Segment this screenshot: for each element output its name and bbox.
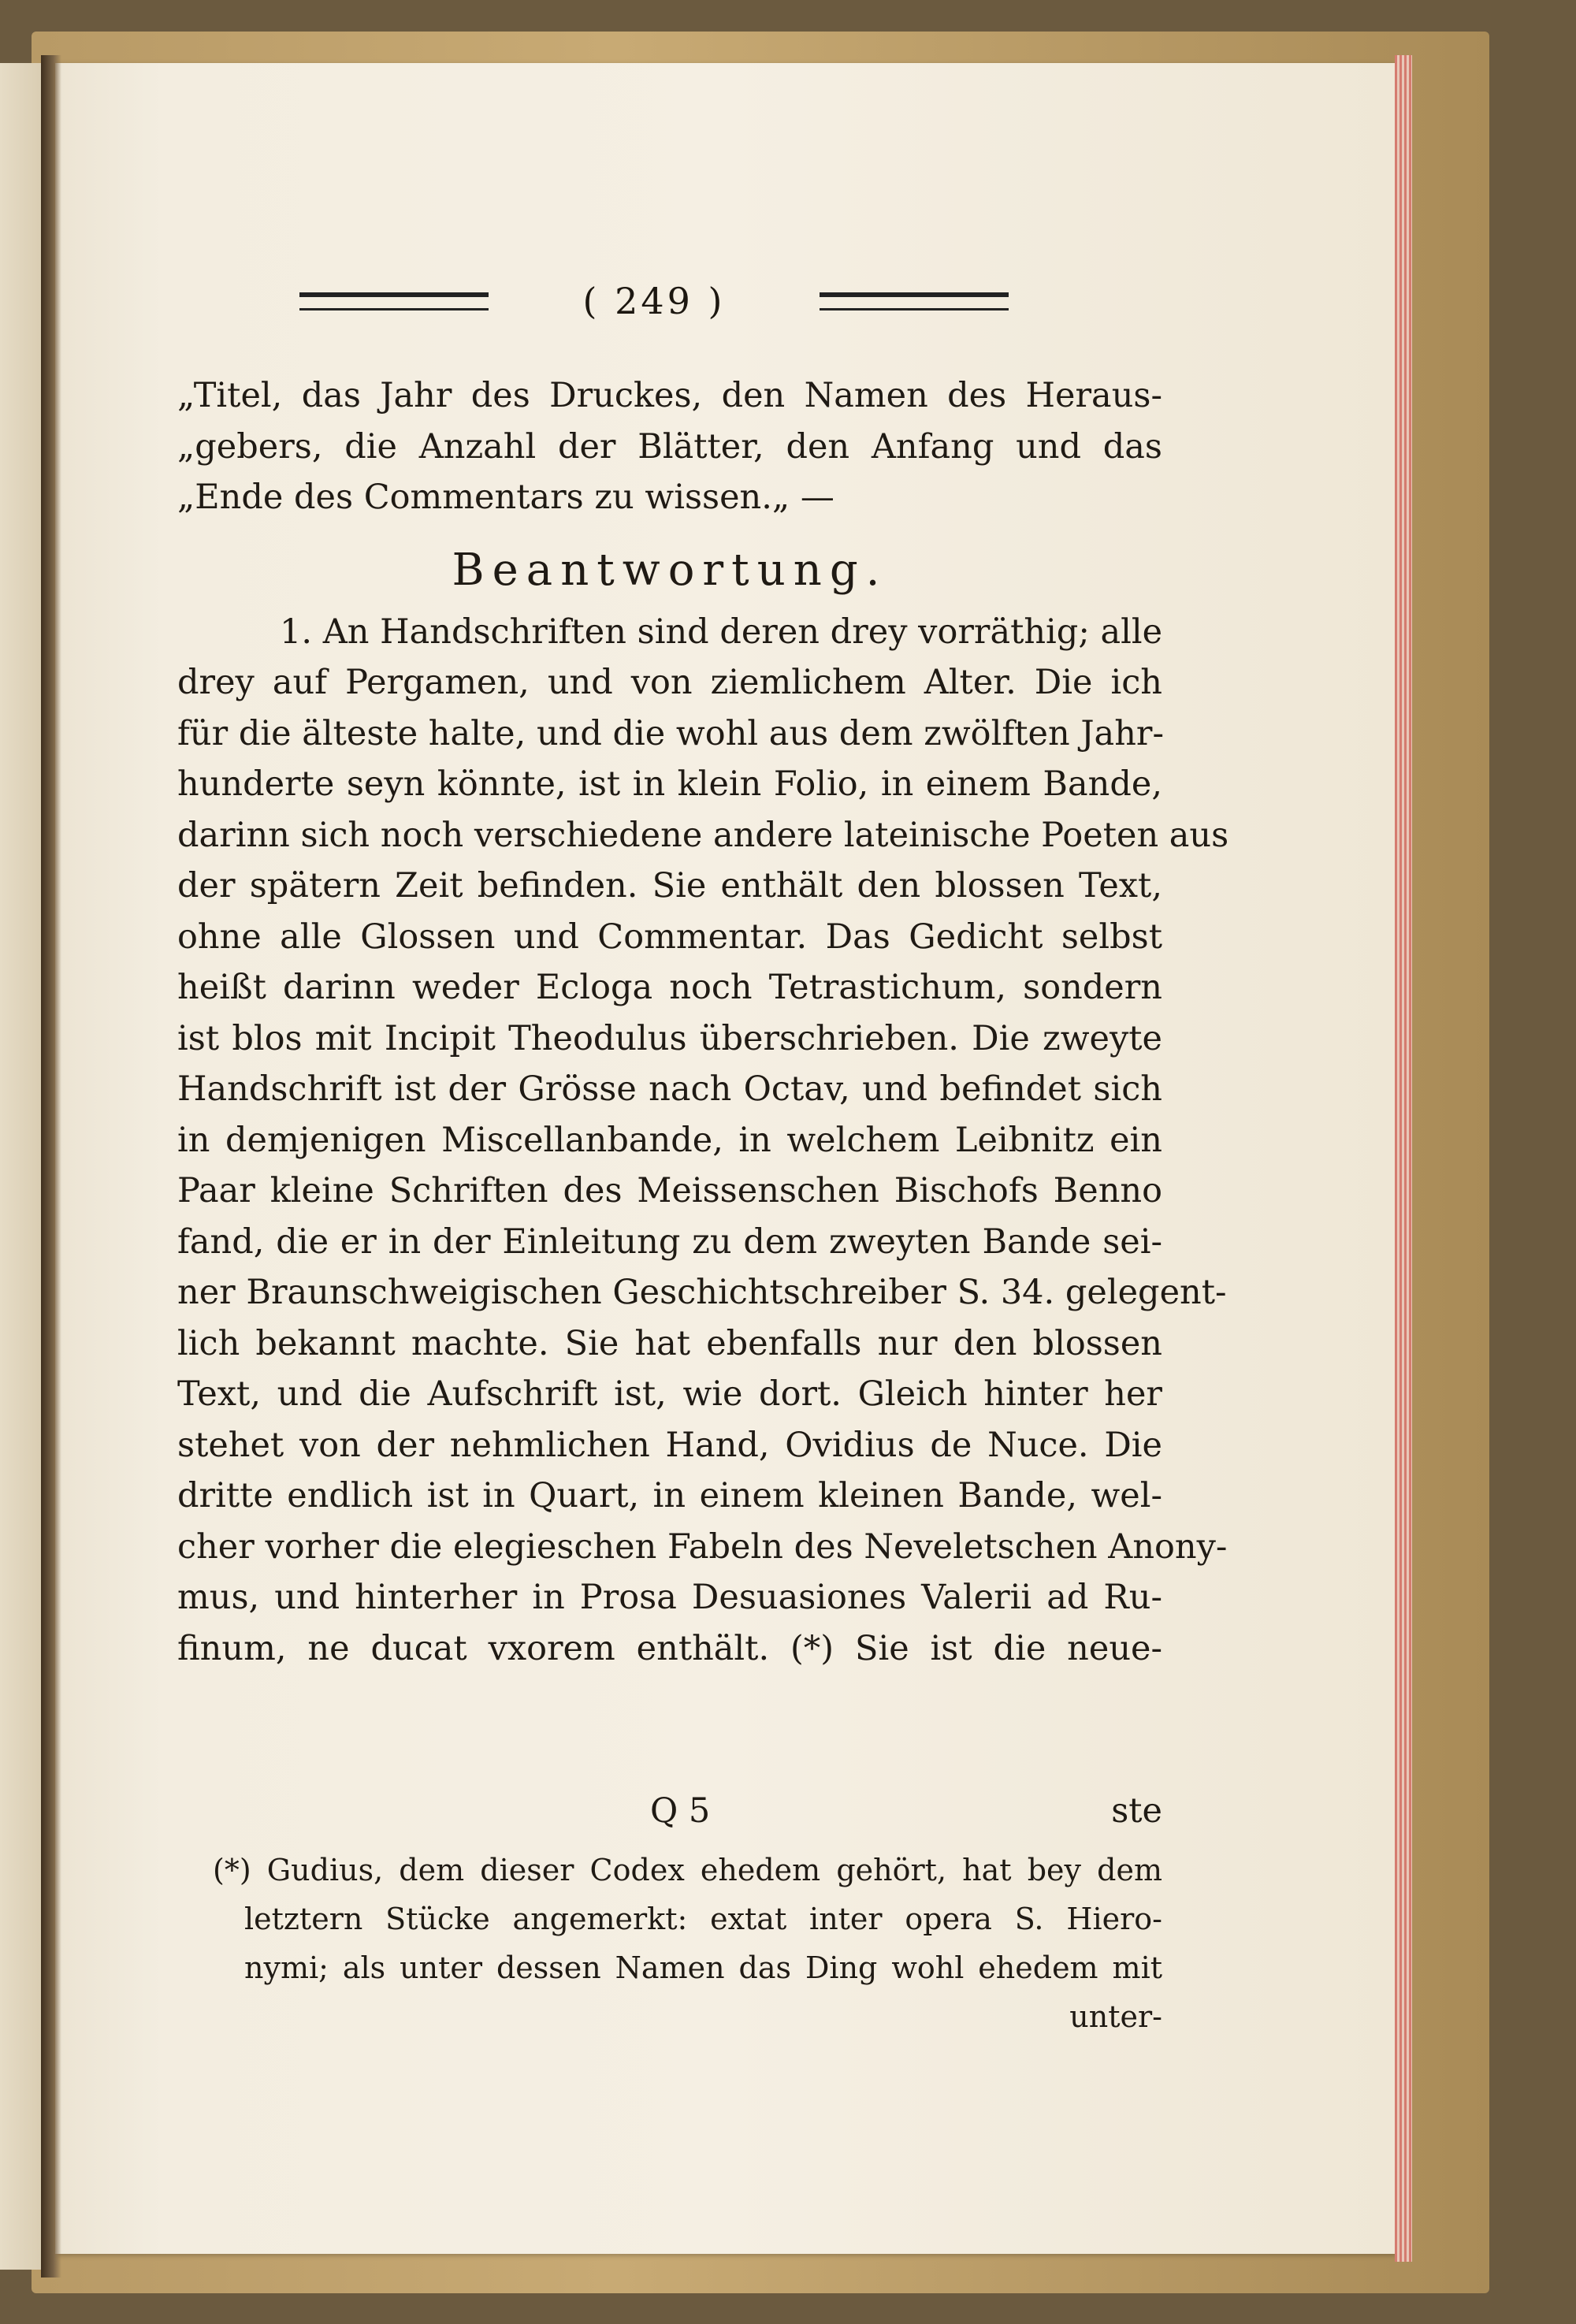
text-line: Text, und die Aufschrift ist, wie dort. Gleich hinter her bbox=[177, 1374, 1162, 1414]
section-heading: Beantwortung. bbox=[452, 544, 888, 596]
text-line: ner Braunschweigischen Geschichtschreiber S. 34. gelegent- bbox=[177, 1273, 1227, 1312]
text-line: ohne alle Glossen und Commentar. Das Gedicht selbst bbox=[177, 917, 1162, 957]
signature-mark: Q 5 bbox=[650, 1791, 711, 1831]
text-line: „Ende des Commentars zu wissen.„ — bbox=[177, 478, 834, 517]
facing-page-edge bbox=[0, 63, 47, 2270]
text-line: Paar kleine Schriften des Meissenschen Bischofs Benno bbox=[177, 1171, 1162, 1210]
text-line: heißt darinn weder Ecloga noch Tetrastichum, sondern bbox=[177, 968, 1162, 1007]
text-line: dritte endlich ist in Quart, in einem kleinen Bande, wel- bbox=[177, 1476, 1162, 1515]
text-line: darinn sich noch verschiedene andere lateinische Poeten aus bbox=[177, 815, 1229, 855]
text-line: Handschrift ist der Grösse nach Octav, und befindet sich bbox=[177, 1069, 1162, 1109]
text-line: der spätern Zeit befinden. Sie enthält den blossen Text, bbox=[177, 866, 1162, 905]
footnote-line: nymi; als unter dessen Namen das Ding wohl ehedem mit bbox=[244, 1950, 1162, 1985]
text-line: lich bekannt machte. Sie hat ebenfalls nur den blossen bbox=[177, 1323, 1162, 1363]
text-line: für die älteste halte, und die wohl aus dem zwölften Jahr- bbox=[177, 713, 1164, 753]
text-line: mus, und hinterher in Prosa Desuasiones Valerii ad Ru- bbox=[177, 1578, 1162, 1617]
text-line: cher vorher die elegieschen Fabeln des Neveletschen Anony- bbox=[177, 1526, 1228, 1567]
page-block-edge bbox=[1395, 55, 1412, 2262]
footnote bbox=[213, 1846, 1162, 2041]
head-rule-left bbox=[299, 292, 489, 310]
text-line: 1. An Handschriften sind deren drey vorräthig; alle bbox=[280, 612, 1163, 652]
text-line: in demjenigen Miscellanbande, in welchem Leibnitz ein bbox=[177, 1120, 1162, 1160]
text-line: ist blos mit Incipit Theodulus überschrieben. Die zweyte bbox=[177, 1018, 1162, 1058]
head-rule-right bbox=[820, 292, 1009, 310]
page-number: ( 249 ) bbox=[582, 280, 726, 322]
running-head bbox=[299, 277, 1009, 325]
text-line: fand, die er in der Einleitung zu dem zweyten Bande sei- bbox=[177, 1221, 1162, 1262]
footnote-line: letztern Stücke angemerkt: extat inter opera S. Hiero- bbox=[244, 1902, 1162, 1936]
text-line: „gebers, die Anzahl der Blätter, den Anfang und das bbox=[177, 426, 1162, 467]
text-line: stehet von der nehmlichen Hand, Ovidius de Nuce. Die bbox=[177, 1425, 1162, 1465]
text-line: drey auf Pergamen, und von ziemlichem Alter. Die ich bbox=[177, 663, 1162, 702]
text-line: hunderte seyn könnte, ist in klein Folio, in einem Bande, bbox=[177, 764, 1162, 804]
text-line: „Titel, das Jahr des Druckes, den Namen des Heraus- bbox=[177, 376, 1162, 415]
signature-row bbox=[177, 1787, 1162, 1835]
text-line: finum, ne ducat vxorem enthält. (*) Sie ist die neue- bbox=[177, 1628, 1162, 1668]
footnote-catchword: unter- bbox=[1069, 1999, 1162, 2034]
spine-gutter bbox=[41, 55, 61, 2278]
body-text bbox=[177, 370, 1229, 1674]
footnote-line: (*) Gudius, dem dieser Codex ehedem gehört, hat bey dem bbox=[213, 1853, 1162, 1887]
catchword: ste bbox=[1111, 1791, 1162, 1831]
